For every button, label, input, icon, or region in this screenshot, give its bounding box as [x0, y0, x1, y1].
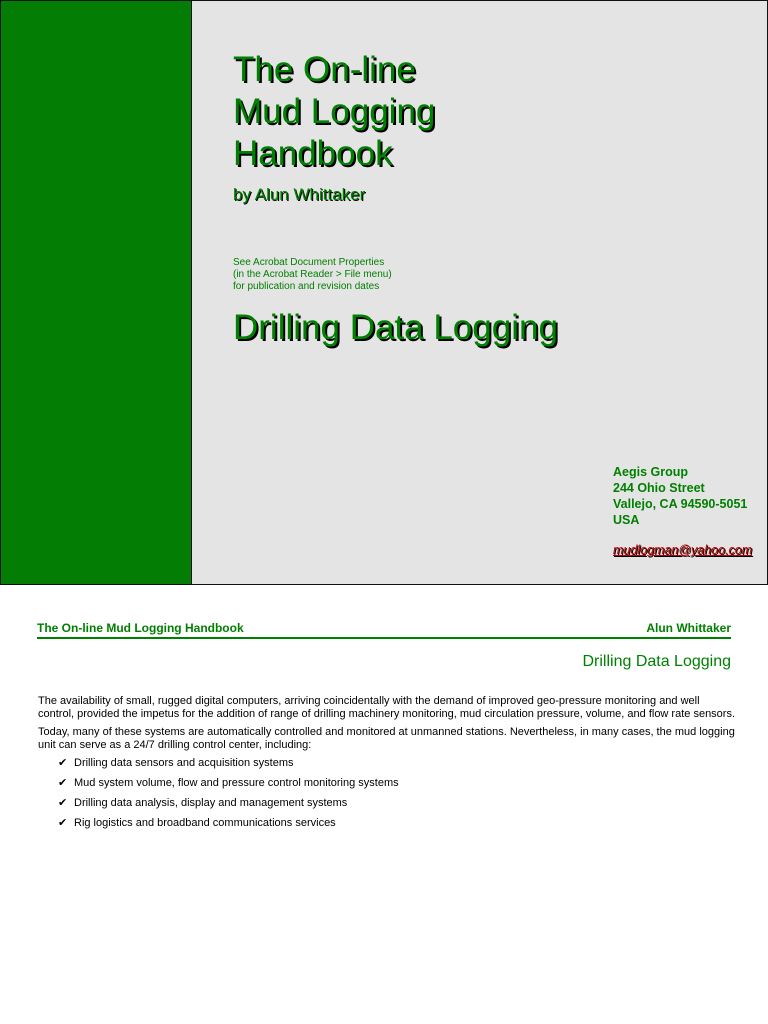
header-author: Alun Whittaker	[646, 621, 731, 635]
list-item-text: Rig logistics and broadband communications services	[74, 817, 336, 829]
publisher-address	[613, 464, 747, 528]
list-item	[38, 817, 738, 830]
cover-note-line: for publication and revision dates	[233, 281, 380, 292]
list-item-text: Drilling data sensors and acquisition systems	[74, 757, 294, 769]
cover-note-line: (in the Acrobat Reader > File menu)	[233, 269, 392, 280]
check-icon: ✔	[58, 797, 68, 809]
list-item	[38, 797, 738, 810]
cover-title-line: The On-line	[233, 50, 416, 89]
email-link[interactable]: mudlogman@yahoo.com	[613, 543, 753, 557]
bullet-list	[38, 757, 738, 830]
header-book-title: The On-line Mud Logging Handbook	[37, 621, 244, 635]
address-line: Aegis Group	[613, 465, 689, 479]
list-item	[38, 757, 738, 770]
cover-title-line: Handbook	[233, 134, 393, 173]
check-icon: ✔	[58, 757, 68, 769]
paragraph: Today, many of these systems are automatically controlled and monitored at unmanned stations. Nevertheless, in many cases, the mud logging unit can serve as a 24/7 drilling control center, including:	[38, 726, 735, 751]
check-icon: ✔	[58, 777, 68, 789]
cover-title-line: Mud Logging	[233, 92, 436, 131]
section-title: Drilling Data Logging	[582, 653, 731, 670]
cover-side-bar	[1, 1, 192, 584]
body-text	[38, 695, 738, 837]
list-item	[38, 777, 738, 790]
cover-title	[233, 49, 435, 175]
check-icon: ✔	[58, 817, 68, 829]
address-line: Vallejo, CA 94590-5051	[613, 497, 748, 511]
cover-note-line: See Acrobat Document Properties	[233, 257, 385, 268]
running-header	[37, 620, 731, 639]
cover-subject-title: Drilling Data Logging	[233, 308, 558, 347]
list-item-text: Mud system volume, flow and pressure control monitoring systems	[74, 777, 399, 789]
address-line: USA	[613, 513, 640, 527]
paragraph: The availability of small, rugged digital computers, arriving coincidentally with the demand of improved geo-pressure monitoring and well control, provided the impetus for the addition of range of drilling machinery monitoring, mud circulation pressure, volume, and flow rate sensors.	[38, 695, 736, 720]
address-line: 244 Ohio Street	[613, 481, 705, 495]
cover-publication-note	[233, 257, 392, 293]
list-item-text: Drilling data analysis, display and management systems	[74, 797, 348, 809]
cover-author: by Alun Whittaker	[233, 185, 366, 204]
